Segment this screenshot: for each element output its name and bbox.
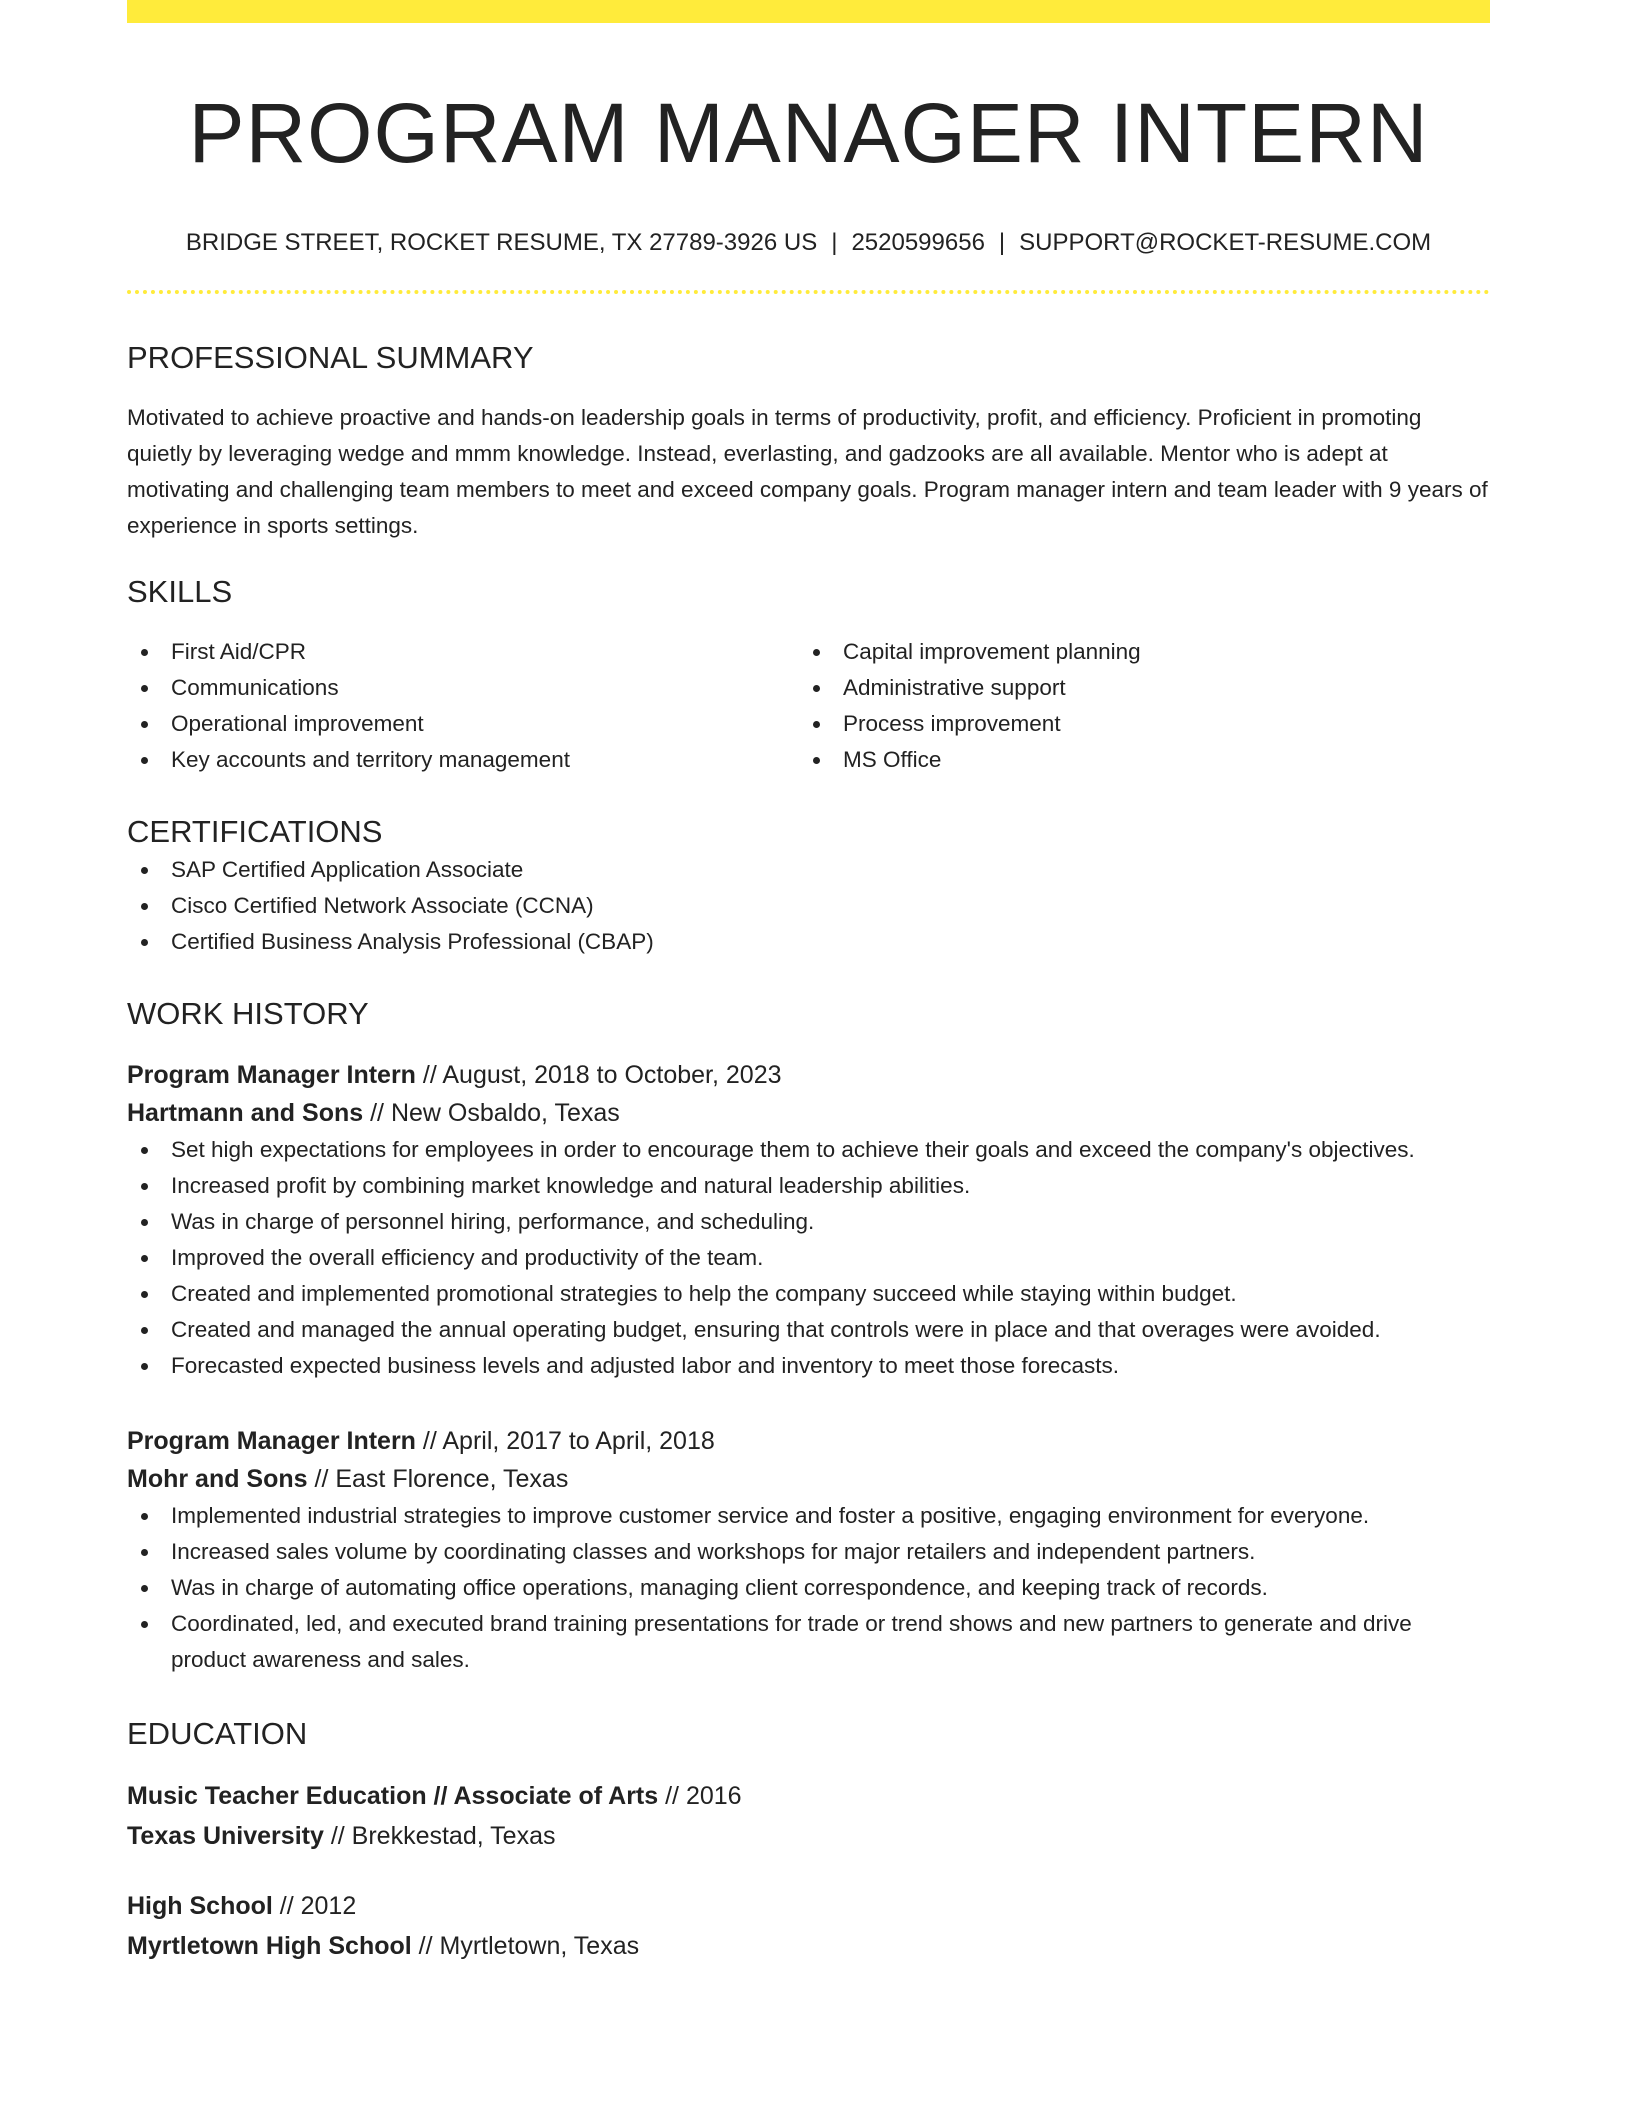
job-duty-text: Coordinated, led, and executed brand training presentations for trade or trend shows and new partners to generate and drive product awareness and sales.: [171, 1611, 1412, 1672]
bullet-icon: [141, 903, 148, 910]
bullet-icon: [141, 1327, 148, 1334]
skill-label: First Aid/CPR: [171, 639, 307, 664]
education-degree-line: [127, 1776, 1490, 1816]
certification-label: Certified Business Analysis Professional (CBAP): [171, 929, 654, 954]
job-duty-text: Forecasted expected business levels and adjusted labor and inventory to meet those forecasts.: [171, 1353, 1120, 1378]
summary-text: Motivated to achieve proactive and hands-on leadership goals in terms of productivity, profit, and efficiency. Proficient in promoting quietly by leveraging wedge and mmm knowledge. Instead, everlasting, and gadzooks are all available. Mentor who is adept at motivating and challenging team members to meet and exceed company goals. Program manager intern and team leader with 9 years of experience in sports settings.: [127, 405, 1488, 538]
job-location: // New Osbaldo, Texas: [370, 1099, 620, 1127]
skill-item: [127, 706, 799, 742]
certification-label: SAP Certified Application Associate: [171, 857, 524, 882]
bullet-icon: [141, 1513, 148, 1520]
bullet-icon: [141, 1549, 148, 1556]
skill-item: [799, 634, 1471, 670]
bullet-icon: [141, 1255, 148, 1262]
bullet-icon: [141, 1219, 148, 1226]
education-school-line: [127, 1816, 1490, 1856]
job-duty-text: Improved the overall efficiency and productivity of the team.: [171, 1245, 764, 1270]
skill-label: Capital improvement planning: [843, 639, 1141, 664]
job-duty: [127, 1606, 1490, 1678]
bullet-icon: [141, 649, 148, 656]
bullet-icon: [141, 939, 148, 946]
job-duty: [127, 1498, 1490, 1534]
job-duties-list: [127, 1132, 1490, 1384]
resume-content: [127, 23, 1490, 1966]
summary-section: [127, 338, 1490, 544]
education-section: [127, 1714, 1490, 1966]
skills-list-right: [799, 634, 1471, 778]
job-company: Mohr and Sons: [127, 1465, 308, 1493]
summary-title: PROFESSIONAL SUMMARY: [127, 340, 534, 375]
job-duty: [127, 1204, 1490, 1240]
header-divider: [127, 290, 1490, 294]
job-company: Hartmann and Sons: [127, 1099, 364, 1127]
work-history-section: [127, 994, 1490, 1678]
bullet-icon: [141, 721, 148, 728]
certification-item: [127, 852, 1490, 888]
job-company-line: [127, 1460, 1490, 1498]
education-degree: Music Teacher Education // Associate of Arts: [127, 1782, 659, 1810]
certification-label: Cisco Certified Network Associate (CCNA): [171, 893, 594, 918]
job-duty: [127, 1168, 1490, 1204]
job-duty: [127, 1570, 1490, 1606]
bullet-icon: [141, 1291, 148, 1298]
contact-address: BRIDGE STREET, ROCKET RESUME, TX 27789-3926 US: [185, 229, 818, 256]
education-school: Texas University: [127, 1822, 324, 1850]
job-entry: [127, 1422, 1490, 1678]
job-duty-text: Increased sales volume by coordinating classes and workshops for major retailers and independent partners.: [171, 1539, 1256, 1564]
bullet-icon: [141, 1621, 148, 1628]
skills-column-left: [127, 634, 799, 778]
contact-separator: |: [831, 229, 838, 256]
skills-title: SKILLS: [127, 574, 233, 609]
education-location: // Brekkestad, Texas: [330, 1822, 556, 1850]
job-dates: // August, 2018 to October, 2023: [422, 1061, 782, 1089]
education-school: Myrtletown High School: [127, 1932, 412, 1960]
contact-separator: |: [998, 229, 1006, 256]
contact-email: SUPPORT@ROCKET-RESUME.COM: [1019, 229, 1432, 256]
certifications-title: CERTIFICATIONS: [127, 814, 383, 849]
skill-item: [799, 706, 1471, 742]
education-title: EDUCATION: [127, 1716, 308, 1751]
skill-item: [127, 634, 799, 670]
candidate-name: PROGRAM MANAGER INTERN: [188, 86, 1429, 180]
skill-item: [127, 742, 799, 778]
bullet-icon: [141, 1363, 148, 1370]
certifications-section: [127, 812, 1490, 960]
job-duty-text: Created and implemented promotional strategies to help the company succeed while staying within budget.: [171, 1281, 1237, 1306]
job-duty: [127, 1534, 1490, 1570]
bullet-icon: [141, 685, 148, 692]
skill-item: [799, 670, 1471, 706]
education-entry: [127, 1886, 1490, 1966]
education-degree: High School: [127, 1892, 273, 1920]
skill-label: Process improvement: [843, 711, 1061, 736]
bullet-icon: [141, 1183, 148, 1190]
bullet-icon: [813, 721, 820, 728]
skill-label: Operational improvement: [171, 711, 424, 736]
job-role: Program Manager Intern: [127, 1427, 416, 1455]
certifications-list: [127, 852, 1490, 960]
skill-label: Communications: [171, 675, 339, 700]
job-duty: [127, 1312, 1490, 1348]
skill-label: Key accounts and territory management: [171, 747, 570, 772]
skill-label: MS Office: [843, 747, 942, 772]
job-duty-text: Created and managed the annual operating budget, ensuring that controls were in place and that overages were avoided.: [171, 1317, 1381, 1342]
job-duty-text: Set high expectations for employees in order to encourage them to achieve their goals and exceed the company's objectives.: [171, 1137, 1415, 1162]
education-year: // 2016: [665, 1782, 742, 1810]
job-duty: [127, 1348, 1490, 1384]
job-company-line: [127, 1094, 1490, 1132]
skill-item: [799, 742, 1471, 778]
education-school-line: [127, 1926, 1490, 1966]
education-location: // Myrtletown, Texas: [418, 1932, 640, 1960]
bullet-icon: [141, 757, 148, 764]
bullet-icon: [141, 867, 148, 874]
bullet-icon: [141, 1585, 148, 1592]
job-duty-text: Increased profit by combining market knowledge and natural leadership abilities.: [171, 1173, 971, 1198]
job-role: Program Manager Intern: [127, 1061, 416, 1089]
skills-list-left: [127, 634, 799, 778]
contact-phone: 2520599656: [851, 229, 985, 256]
top-accent-bar: [127, 0, 1490, 23]
job-duty: [127, 1132, 1490, 1168]
education-degree-line: [127, 1886, 1490, 1926]
bullet-icon: [813, 685, 820, 692]
job-duties-list: [127, 1498, 1490, 1678]
job-role-line: [127, 1056, 1490, 1094]
certification-item: [127, 888, 1490, 924]
job-role-line: [127, 1422, 1490, 1460]
skills-column-right: [799, 634, 1471, 778]
bullet-icon: [813, 757, 820, 764]
work-history-title: WORK HISTORY: [127, 996, 369, 1031]
contact-line: [127, 227, 1490, 259]
skill-label: Administrative support: [843, 675, 1066, 700]
skill-item: [127, 670, 799, 706]
job-location: // East Florence, Texas: [314, 1465, 569, 1493]
certification-item: [127, 924, 1490, 960]
education-year: // 2012: [279, 1892, 357, 1920]
job-dates: // April, 2017 to April, 2018: [422, 1427, 715, 1455]
job-entry: [127, 1056, 1490, 1384]
job-duty-text: Implemented industrial strategies to improve customer service and foster a positive, engaging environment for everyone.: [171, 1503, 1370, 1528]
bullet-icon: [813, 649, 820, 656]
skills-section: [127, 572, 1490, 778]
education-entry: [127, 1776, 1490, 1856]
job-duty: [127, 1240, 1490, 1276]
job-duty-text: Was in charge of automating office operations, managing client correspondence, and keeping track of records.: [171, 1575, 1268, 1600]
skills-grid: [127, 634, 1490, 778]
job-duty: [127, 1276, 1490, 1312]
bullet-icon: [141, 1147, 148, 1154]
job-duty-text: Was in charge of personnel hiring, performance, and scheduling.: [171, 1209, 815, 1234]
